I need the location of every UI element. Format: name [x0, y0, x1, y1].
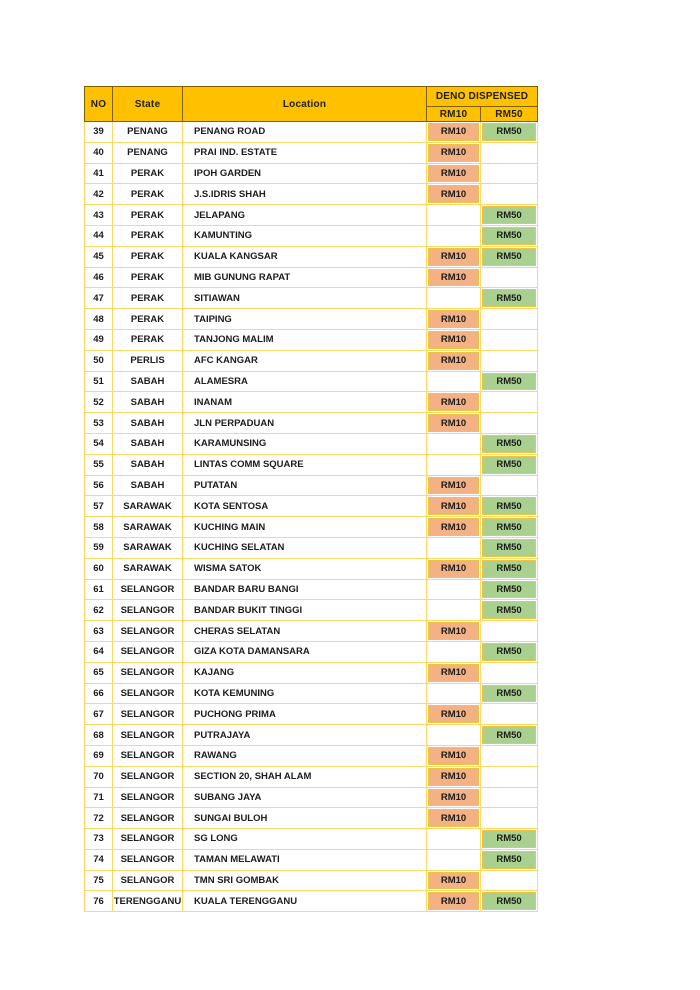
rm50-badge: RM50	[482, 601, 536, 619]
rm10-cell	[427, 371, 481, 392]
rm50-cell	[481, 745, 538, 766]
state-cell: SELANGOR	[113, 745, 183, 766]
rm10-cell	[427, 288, 481, 309]
rm10-badge: RM10	[428, 892, 479, 910]
row-number-cell: 69	[85, 745, 113, 766]
location-cell: KUALA TERENGGANU	[183, 891, 427, 912]
rm10-badge: RM10	[428, 331, 479, 349]
header-no: NO	[85, 87, 113, 122]
rm10-badge: RM10	[428, 144, 479, 162]
rm50-cell	[481, 163, 538, 184]
rm50-badge: RM50	[482, 456, 536, 474]
rm10-badge: RM10	[428, 477, 479, 495]
table-row	[85, 413, 538, 434]
rm50-cell	[481, 849, 538, 870]
location-cell: PUCHONG PRIMA	[183, 704, 427, 725]
rm10-cell	[427, 745, 481, 766]
location-cell: KUALA KANGSAR	[183, 246, 427, 267]
rm50-cell	[481, 475, 538, 496]
rm10-badge: RM10	[428, 497, 479, 515]
table-row	[85, 662, 538, 683]
rm50-cell	[481, 122, 538, 143]
rm10-badge: RM10	[428, 664, 479, 682]
state-cell: SELANGOR	[113, 766, 183, 787]
row-number-cell: 45	[85, 246, 113, 267]
rm10-badge: RM10	[428, 248, 479, 266]
rm50-badge: RM50	[482, 227, 536, 245]
rm10-cell	[427, 870, 481, 891]
table-row	[85, 205, 538, 226]
state-cell: SELANGOR	[113, 849, 183, 870]
rm10-badge: RM10	[428, 185, 479, 203]
rm10-cell	[427, 558, 481, 579]
row-number-cell: 54	[85, 433, 113, 454]
location-cell: KOTA SENTOSA	[183, 496, 427, 517]
rm50-cell	[481, 329, 538, 350]
location-cell: PUTRAJAYA	[183, 725, 427, 746]
location-cell: PENANG ROAD	[183, 122, 427, 143]
table-row	[85, 225, 538, 246]
rm50-cell	[481, 808, 538, 829]
rm10-cell	[427, 704, 481, 725]
rm50-badge: RM50	[482, 643, 536, 661]
rm10-badge: RM10	[428, 414, 479, 432]
row-number-cell: 49	[85, 329, 113, 350]
rm10-cell	[427, 184, 481, 205]
state-cell: SARAWAK	[113, 517, 183, 538]
row-number-cell: 64	[85, 641, 113, 662]
location-cell: SG LONG	[183, 829, 427, 850]
rm10-cell	[427, 662, 481, 683]
rm50-badge: RM50	[482, 581, 536, 599]
location-cell: KARAMUNSING	[183, 433, 427, 454]
state-cell: SABAH	[113, 454, 183, 475]
rm50-badge: RM50	[482, 830, 536, 848]
rm10-badge: RM10	[428, 809, 479, 827]
table-row	[85, 454, 538, 475]
row-number-cell: 55	[85, 454, 113, 475]
location-cell: MIB GUNUNG RAPAT	[183, 267, 427, 288]
location-cell: KAMUNTING	[183, 225, 427, 246]
rm50-badge: RM50	[482, 851, 536, 869]
table-row	[85, 641, 538, 662]
location-cell: CHERAS SELATAN	[183, 621, 427, 642]
table-row	[85, 329, 538, 350]
state-cell: SELANGOR	[113, 579, 183, 600]
rm10-badge: RM10	[428, 560, 479, 578]
row-number-cell: 47	[85, 288, 113, 309]
state-cell: SELANGOR	[113, 829, 183, 850]
table-row	[85, 870, 538, 891]
state-cell: SELANGOR	[113, 662, 183, 683]
rm50-cell	[481, 225, 538, 246]
rm10-cell	[427, 517, 481, 538]
state-cell: PERAK	[113, 267, 183, 288]
table-row	[85, 350, 538, 371]
rm10-badge: RM10	[428, 768, 479, 786]
rm10-cell	[427, 163, 481, 184]
rm50-cell	[481, 704, 538, 725]
rm50-badge: RM50	[482, 560, 536, 578]
rm50-badge: RM50	[482, 726, 536, 744]
row-number-cell: 42	[85, 184, 113, 205]
state-cell: PERAK	[113, 329, 183, 350]
rm50-cell	[481, 579, 538, 600]
rm10-badge: RM10	[428, 518, 479, 536]
row-number-cell: 41	[85, 163, 113, 184]
table-row	[85, 496, 538, 517]
rm50-cell	[481, 641, 538, 662]
state-cell: SELANGOR	[113, 808, 183, 829]
rm50-badge: RM50	[482, 435, 536, 453]
rm10-cell	[427, 205, 481, 226]
rm10-badge: RM10	[428, 705, 479, 723]
table-row	[85, 475, 538, 496]
table-row	[85, 142, 538, 163]
location-cell: TAIPING	[183, 309, 427, 330]
row-number-cell: 74	[85, 849, 113, 870]
state-cell: PERAK	[113, 163, 183, 184]
row-number-cell: 73	[85, 829, 113, 850]
rm10-cell	[427, 122, 481, 143]
rm50-cell	[481, 433, 538, 454]
location-cell: LINTAS COMM SQUARE	[183, 454, 427, 475]
row-number-cell: 63	[85, 621, 113, 642]
table-row	[85, 517, 538, 538]
location-cell: KAJANG	[183, 662, 427, 683]
location-cell: KOTA KEMUNING	[183, 683, 427, 704]
location-cell: BANDAR BUKIT TINGGI	[183, 600, 427, 621]
table-row	[85, 787, 538, 808]
rm10-cell	[427, 392, 481, 413]
location-cell: TANJONG MALIM	[183, 329, 427, 350]
rm10-cell	[427, 475, 481, 496]
row-number-cell: 52	[85, 392, 113, 413]
location-cell: KUCHING MAIN	[183, 517, 427, 538]
table-row	[85, 683, 538, 704]
location-cell: SECTION 20, SHAH ALAM	[183, 766, 427, 787]
table-row	[85, 579, 538, 600]
rm10-cell	[427, 766, 481, 787]
rm50-badge: RM50	[482, 685, 536, 703]
state-cell: SARAWAK	[113, 496, 183, 517]
rm50-badge: RM50	[482, 123, 536, 141]
location-cell: IPOH GARDEN	[183, 163, 427, 184]
rm50-cell	[481, 662, 538, 683]
table-row	[85, 288, 538, 309]
location-cell: JLN PERPADUAN	[183, 413, 427, 434]
state-cell: SELANGOR	[113, 683, 183, 704]
table-row	[85, 829, 538, 850]
rm10-cell	[427, 454, 481, 475]
header-state: State	[113, 87, 183, 122]
location-cell: BANDAR BARU BANGI	[183, 579, 427, 600]
rm10-badge: RM10	[428, 165, 479, 183]
row-number-cell: 46	[85, 267, 113, 288]
row-number-cell: 53	[85, 413, 113, 434]
rm50-cell	[481, 558, 538, 579]
state-cell: SABAH	[113, 392, 183, 413]
location-cell: AFC KANGAR	[183, 350, 427, 371]
table-row	[85, 891, 538, 912]
rm10-badge: RM10	[428, 310, 479, 328]
rm50-cell	[481, 517, 538, 538]
location-cell: TAMAN MELAWATI	[183, 849, 427, 870]
table-row	[85, 766, 538, 787]
state-cell: PERAK	[113, 225, 183, 246]
row-number-cell: 75	[85, 870, 113, 891]
rm10-badge: RM10	[428, 747, 479, 765]
state-cell: PERLIS	[113, 350, 183, 371]
rm50-badge: RM50	[482, 497, 536, 515]
state-cell: SABAH	[113, 413, 183, 434]
state-cell: SELANGOR	[113, 725, 183, 746]
rm10-cell	[427, 496, 481, 517]
rm50-badge: RM50	[482, 289, 536, 307]
rm10-badge: RM10	[428, 269, 479, 287]
location-cell: RAWANG	[183, 745, 427, 766]
row-number-cell: 56	[85, 475, 113, 496]
state-cell: PERAK	[113, 205, 183, 226]
rm50-cell	[481, 621, 538, 642]
state-cell: SELANGOR	[113, 600, 183, 621]
rm50-badge: RM50	[482, 373, 536, 391]
location-cell: GIZA KOTA DAMANSARA	[183, 641, 427, 662]
rm10-cell	[427, 246, 481, 267]
row-number-cell: 43	[85, 205, 113, 226]
location-cell: SUBANG JAYA	[183, 787, 427, 808]
rm10-cell	[427, 267, 481, 288]
rm50-cell	[481, 454, 538, 475]
table-row	[85, 745, 538, 766]
rm50-cell	[481, 246, 538, 267]
row-number-cell: 44	[85, 225, 113, 246]
rm50-badge: RM50	[482, 518, 536, 536]
rm50-cell	[481, 829, 538, 850]
location-cell: PUTATAN	[183, 475, 427, 496]
deno-dispensed-table	[84, 86, 538, 912]
location-cell: SITIAWAN	[183, 288, 427, 309]
location-cell: ALAMESRA	[183, 371, 427, 392]
rm50-cell	[481, 392, 538, 413]
location-cell: J.S.IDRIS SHAH	[183, 184, 427, 205]
table-row	[85, 184, 538, 205]
table-row	[85, 621, 538, 642]
row-number-cell: 71	[85, 787, 113, 808]
table-row	[85, 704, 538, 725]
rm50-badge: RM50	[482, 539, 536, 557]
location-cell: TMN SRI GOMBAK	[183, 870, 427, 891]
table-row	[85, 246, 538, 267]
state-cell: PERAK	[113, 246, 183, 267]
rm50-cell	[481, 787, 538, 808]
rm10-cell	[427, 621, 481, 642]
rm50-cell	[481, 184, 538, 205]
rm10-cell	[427, 891, 481, 912]
state-cell: SABAH	[113, 433, 183, 454]
state-cell: SELANGOR	[113, 704, 183, 725]
rm50-cell	[481, 725, 538, 746]
row-number-cell: 72	[85, 808, 113, 829]
row-number-cell: 65	[85, 662, 113, 683]
table-body	[85, 122, 538, 912]
rm10-cell	[427, 579, 481, 600]
row-number-cell: 58	[85, 517, 113, 538]
rm10-badge: RM10	[428, 872, 479, 890]
rm50-cell	[481, 309, 538, 330]
rm10-badge: RM10	[428, 622, 479, 640]
table-row	[85, 808, 538, 829]
row-number-cell: 66	[85, 683, 113, 704]
rm50-cell	[481, 537, 538, 558]
rm10-cell	[427, 683, 481, 704]
rm50-cell	[481, 600, 538, 621]
rm10-cell	[427, 225, 481, 246]
header-location: Location	[183, 87, 427, 122]
rm50-cell	[481, 870, 538, 891]
state-cell: TERENGGANU	[113, 891, 183, 912]
rm10-cell	[427, 829, 481, 850]
table-row	[85, 433, 538, 454]
table-row	[85, 725, 538, 746]
state-cell: SELANGOR	[113, 870, 183, 891]
rm10-cell	[427, 537, 481, 558]
state-cell: PERAK	[113, 309, 183, 330]
table-row	[85, 309, 538, 330]
rm50-cell	[481, 371, 538, 392]
rm10-cell	[427, 600, 481, 621]
state-cell: PENANG	[113, 142, 183, 163]
rm50-badge: RM50	[482, 892, 536, 910]
state-cell: PERAK	[113, 184, 183, 205]
table-row	[85, 537, 538, 558]
rm50-cell	[481, 267, 538, 288]
rm50-cell	[481, 766, 538, 787]
table-row	[85, 122, 538, 143]
row-number-cell: 50	[85, 350, 113, 371]
rm10-cell	[427, 309, 481, 330]
table-row	[85, 371, 538, 392]
state-cell: PERAK	[113, 288, 183, 309]
rm10-badge: RM10	[428, 123, 479, 141]
state-cell: PENANG	[113, 122, 183, 143]
header-rm50: RM50	[481, 107, 538, 122]
rm50-cell	[481, 205, 538, 226]
rm50-cell	[481, 142, 538, 163]
location-cell: PRAI IND. ESTATE	[183, 142, 427, 163]
row-number-cell: 51	[85, 371, 113, 392]
state-cell: SELANGOR	[113, 641, 183, 662]
rm50-cell	[481, 891, 538, 912]
table-header	[85, 87, 538, 122]
row-number-cell: 67	[85, 704, 113, 725]
rm10-cell	[427, 350, 481, 371]
row-number-cell: 70	[85, 766, 113, 787]
table-row	[85, 163, 538, 184]
table-row	[85, 849, 538, 870]
row-number-cell: 39	[85, 122, 113, 143]
rm10-cell	[427, 142, 481, 163]
rm10-cell	[427, 787, 481, 808]
row-number-cell: 57	[85, 496, 113, 517]
rm50-cell	[481, 350, 538, 371]
row-number-cell: 62	[85, 600, 113, 621]
state-cell: SELANGOR	[113, 621, 183, 642]
rm10-cell	[427, 808, 481, 829]
header-rm10: RM10	[427, 107, 481, 122]
row-number-cell: 48	[85, 309, 113, 330]
rm50-cell	[481, 496, 538, 517]
table-row	[85, 558, 538, 579]
rm50-cell	[481, 413, 538, 434]
location-cell: KUCHING SELATAN	[183, 537, 427, 558]
rm10-badge: RM10	[428, 789, 479, 807]
location-cell: INANAM	[183, 392, 427, 413]
rm50-cell	[481, 288, 538, 309]
location-cell: JELAPANG	[183, 205, 427, 226]
row-number-cell: 61	[85, 579, 113, 600]
rm10-cell	[427, 413, 481, 434]
state-cell: SARAWAK	[113, 537, 183, 558]
state-cell: SABAH	[113, 475, 183, 496]
location-cell: SUNGAI BULOH	[183, 808, 427, 829]
rm10-cell	[427, 725, 481, 746]
row-number-cell: 76	[85, 891, 113, 912]
table-row	[85, 392, 538, 413]
rm50-badge: RM50	[482, 206, 536, 224]
rm10-cell	[427, 433, 481, 454]
rm10-cell	[427, 329, 481, 350]
row-number-cell: 68	[85, 725, 113, 746]
row-number-cell: 60	[85, 558, 113, 579]
state-cell: SELANGOR	[113, 787, 183, 808]
rm50-cell	[481, 683, 538, 704]
table-row	[85, 600, 538, 621]
row-number-cell: 59	[85, 537, 113, 558]
rm10-cell	[427, 849, 481, 870]
header-deno-dispensed: DENO DISPENSED	[427, 87, 538, 107]
state-cell: SARAWAK	[113, 558, 183, 579]
state-cell: SABAH	[113, 371, 183, 392]
table-row	[85, 267, 538, 288]
row-number-cell: 40	[85, 142, 113, 163]
location-cell: WISMA SATOK	[183, 558, 427, 579]
rm10-cell	[427, 641, 481, 662]
rm10-badge: RM10	[428, 352, 479, 370]
rm10-badge: RM10	[428, 393, 479, 411]
rm50-badge: RM50	[482, 248, 536, 266]
